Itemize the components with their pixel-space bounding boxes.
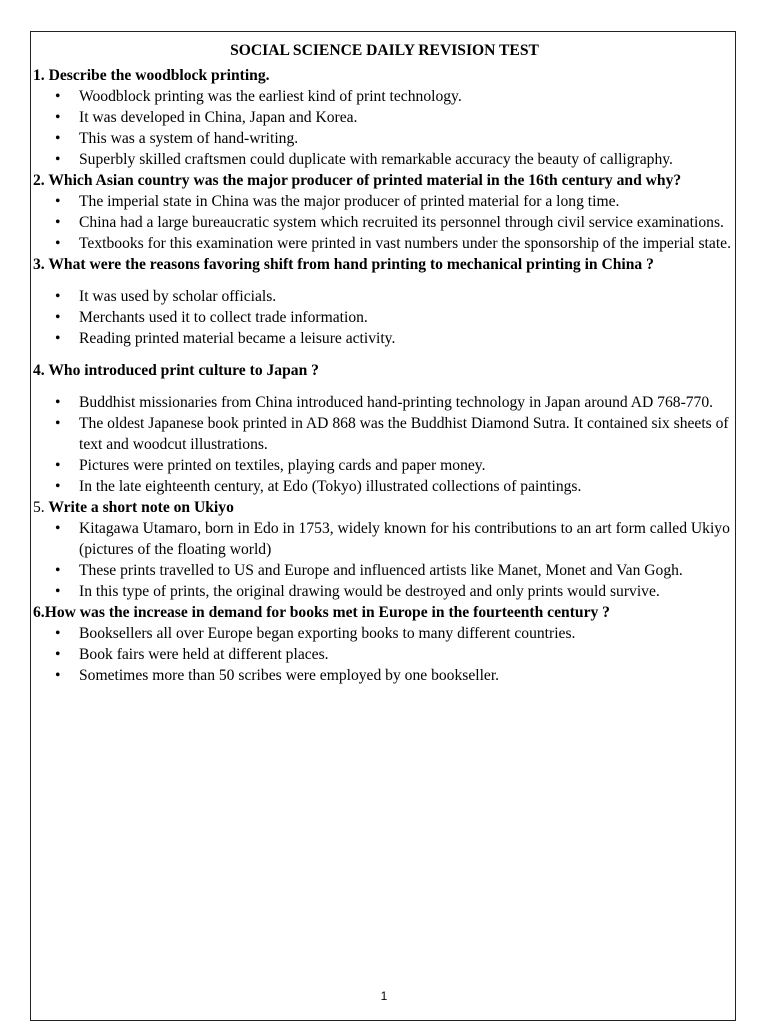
question-number: 2.: [33, 172, 45, 189]
list-item: • Merchants used it to collect trade information.: [79, 307, 736, 328]
list-item: • Buddhist missionaries from China introduced hand-printing technology in Japan around AD 768-770.: [79, 392, 736, 413]
list-item: • In this type of prints, the original drawing would be destroyed and only prints would survive.: [79, 581, 736, 602]
question-3: [33, 254, 736, 275]
list-item: • It was developed in China, Japan and Korea.: [79, 107, 736, 128]
list-item: • Reading printed material became a leisure activity.: [79, 328, 736, 349]
document-body: [33, 40, 736, 686]
question-text: Which Asian country was the major producer of printed material in the 16th century and why?: [48, 172, 682, 189]
list-item: • Booksellers all over Europe began exporting books to many different countries.: [79, 623, 736, 644]
question-1: [33, 65, 736, 86]
answer-list-1: [33, 86, 736, 170]
list-item: • Pictures were printed on textiles, playing cards and paper money.: [79, 455, 736, 476]
list-item: • It was used by scholar officials.: [79, 286, 736, 307]
question-text: What were the reasons favoring shift from hand printing to mechanical printing in China ?: [48, 256, 654, 273]
answer-list-4: [33, 392, 736, 497]
list-item: • Textbooks for this examination were printed in vast numbers under the sponsorship of the imperial state.: [79, 233, 736, 254]
list-item: • China had a large bureaucratic system which recruited its personnel through civil service examinations.: [79, 212, 736, 233]
question-4: [33, 360, 736, 381]
list-item: • Superbly skilled craftsmen could duplicate with remarkable accuracy the beauty of calligraphy.: [79, 149, 736, 170]
page-number: 1: [380, 989, 388, 1003]
question-number: 5.: [33, 499, 45, 516]
list-item: • Woodblock printing was the earliest kind of print technology.: [79, 86, 736, 107]
question-number: 4.: [33, 362, 45, 379]
question-text: Who introduced print culture to Japan ?: [48, 362, 319, 379]
answer-list-3: [33, 286, 736, 349]
question-number: 6.: [33, 604, 45, 621]
answer-list-5: [33, 518, 736, 602]
list-item: • Kitagawa Utamaro, born in Edo in 1753, widely known for his contributions to an art form called Ukiyo (pictures of the floating world): [79, 518, 736, 560]
question-2: [33, 170, 736, 191]
question-number: 3.: [33, 256, 45, 273]
answer-list-6: [33, 623, 736, 686]
list-item: • Sometimes more than 50 scribes were employed by one bookseller.: [79, 665, 736, 686]
list-item: • In the late eighteenth century, at Edo (Tokyo) illustrated collections of paintings.: [79, 476, 736, 497]
question-number: 1.: [33, 67, 45, 84]
list-item: • The oldest Japanese book printed in AD 868 was the Buddhist Diamond Sutra. It contained six sheets of text and woodcut illustrations.: [79, 413, 736, 455]
list-item: • This was a system of hand-writing.: [79, 128, 736, 149]
question-5: [33, 497, 736, 518]
answer-list-2: [33, 191, 736, 254]
question-text: How was the increase in demand for books met in Europe in the fourteenth century ?: [44, 604, 610, 621]
list-item: • These prints travelled to US and Europe and influenced artists like Manet, Monet and Van Gogh.: [79, 560, 736, 581]
question-text: Write a short note on Ukiyo: [48, 499, 234, 516]
page-title: SOCIAL SCIENCE DAILY REVISION TEST: [230, 42, 539, 59]
question-6: [33, 602, 736, 623]
list-item: • The imperial state in China was the major producer of printed material for a long time.: [79, 191, 736, 212]
question-text: Describe the woodblock printing.: [48, 67, 270, 84]
list-item: • Book fairs were held at different places.: [79, 644, 736, 665]
